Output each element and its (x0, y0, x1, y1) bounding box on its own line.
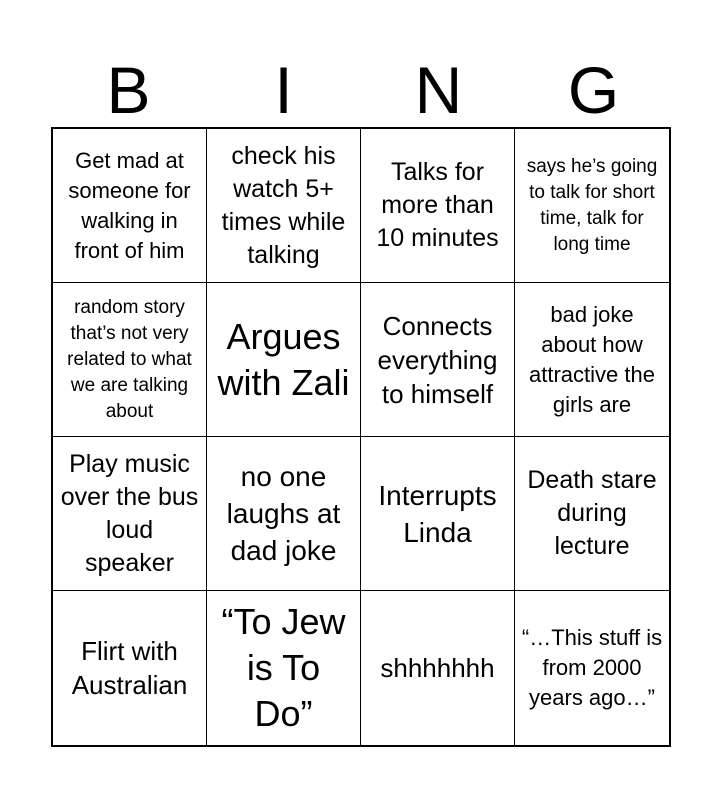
bingo-cell-r1c4[interactable] (515, 129, 669, 283)
bingo-cell-r4c2[interactable] (207, 591, 361, 745)
bingo-cell-r4c3[interactable] (361, 591, 515, 745)
header-letter-b: B (106, 53, 151, 127)
bingo-cell-text: random story that’s not very related to what we are talking about (67, 296, 192, 422)
bingo-cell-r2c2[interactable] (207, 283, 361, 437)
bingo-grid (51, 127, 671, 747)
header-letter-n: N (414, 53, 463, 127)
bingo-cell-r4c1[interactable] (53, 591, 207, 745)
bingo-cell-r4c4[interactable] (515, 591, 669, 745)
bingo-cell-r3c4[interactable] (515, 437, 669, 591)
bingo-cell-text: Play music over the bus loud speaker (60, 449, 199, 577)
bingo-cell-r1c2[interactable] (207, 129, 361, 283)
bingo-cell-r2c4[interactable] (515, 283, 669, 437)
bingo-cell-r2c3[interactable] (361, 283, 515, 437)
bingo-cell-text: Talks for more than 10 minutes (376, 158, 499, 252)
bingo-cell-text: check his watch 5+ times while talking (221, 141, 346, 269)
bingo-cell-r2c1[interactable] (53, 283, 207, 437)
bingo-cell-text: Flirt with Australian (71, 636, 188, 700)
bingo-cell-text: Death stare during lecture (527, 466, 657, 560)
bingo-cell-text: no one laughs at dad joke (226, 461, 341, 566)
bingo-cell-text: Interrupts Linda (378, 479, 497, 548)
bingo-cell-text: Argues with Zali (217, 315, 350, 403)
bingo-cell-text: shhhhhhh (380, 653, 495, 683)
bingo-cell-r1c1[interactable] (53, 129, 207, 283)
bingo-cell-text: “To Jew is To Do” (221, 601, 346, 734)
bingo-cell-text: Connects everything to himself (377, 310, 498, 409)
bingo-cell-r3c1[interactable] (53, 437, 207, 591)
bingo-cell-text: says he’s going to talk for short time, talk for long time (526, 155, 658, 255)
bingo-cell-r3c3[interactable] (361, 437, 515, 591)
header-letter-i: I (274, 53, 293, 127)
header-letter-g: G (567, 53, 620, 127)
bingo-cell-r1c3[interactable] (361, 129, 515, 283)
bingo-cell-r3c2[interactable] (207, 437, 361, 591)
bingo-cell-text: bad joke about how attractive the girls are (529, 301, 655, 417)
bingo-cell-text: Get mad at someone for walking in front of him (68, 147, 191, 263)
bingo-header (51, 52, 671, 128)
bingo-cell-text: “…This stuff is from 2000 years ago…” (521, 625, 663, 710)
